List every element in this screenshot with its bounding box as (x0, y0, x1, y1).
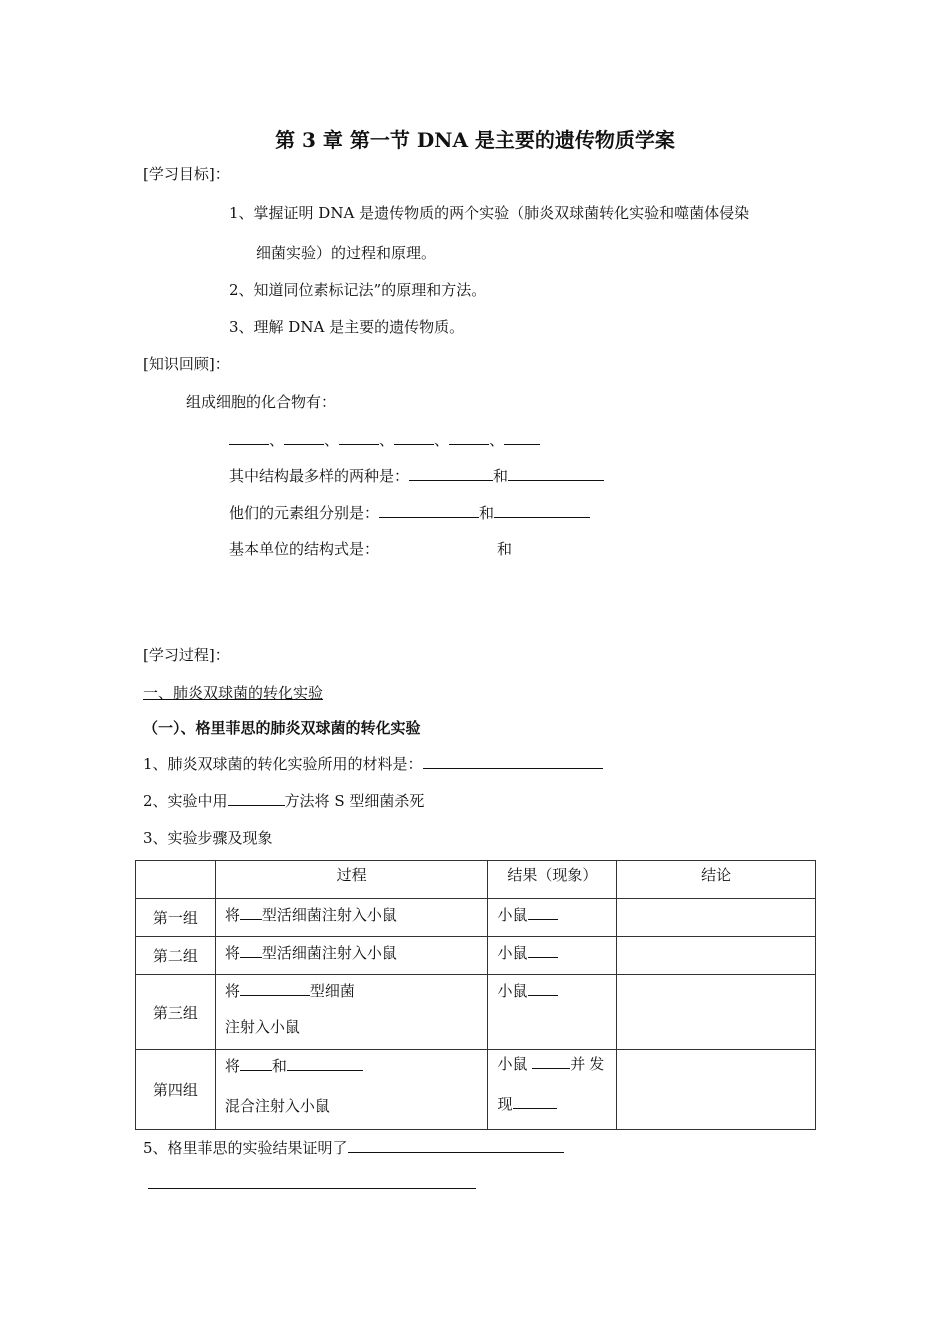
process-heading: [学习过程]： (143, 646, 230, 664)
table-header-empty (136, 861, 216, 899)
process-text: 和 (271, 1057, 287, 1075)
fill-blank[interactable] (504, 430, 540, 445)
section-heading: 一、肺炎双球菌的转化实验 (143, 684, 324, 702)
and-word: 和 (479, 504, 495, 522)
result-text: 小鼠 (497, 906, 528, 924)
review-heading: [知识回顾]： (143, 355, 230, 373)
table-row (136, 1050, 816, 1130)
fill-blank[interactable] (287, 1056, 363, 1071)
group-label: 第一组 (136, 899, 216, 937)
fill-blank[interactable] (348, 1138, 564, 1153)
and-word: 和 (493, 467, 509, 485)
question-1 (143, 753, 603, 774)
question-5 (143, 1137, 564, 1158)
fill-blank[interactable] (229, 430, 269, 445)
result-cell (488, 899, 617, 937)
question-3: 3、实验步骤及现象 (143, 829, 273, 847)
table-row (136, 975, 816, 1050)
group-label: 第二组 (136, 937, 216, 975)
question-5-text: 5、格里菲思的实验结果证明了 (143, 1139, 348, 1157)
fill-blank[interactable] (284, 430, 324, 445)
conclusion-cell[interactable] (617, 975, 816, 1050)
element-line (229, 502, 590, 523)
fill-blank[interactable] (394, 430, 434, 445)
fill-blank[interactable] (494, 503, 590, 518)
separator: 、 (324, 431, 340, 449)
table-row (136, 937, 816, 975)
experiment-table (135, 860, 816, 1130)
table-header-row (136, 861, 816, 899)
fill-blank[interactable] (528, 943, 558, 958)
fill-blank[interactable] (409, 466, 493, 481)
result-cell (488, 937, 617, 975)
separator: 、 (434, 431, 450, 449)
unit-label: 基本单位的结构式是： (229, 540, 380, 558)
group-label: 第三组 (136, 975, 216, 1050)
answer-line[interactable] (148, 1188, 476, 1189)
structure-label: 其中结构最多样的两种是： (229, 467, 410, 485)
compounds-blanks (229, 429, 540, 450)
table-row (136, 899, 816, 937)
process-text: 混合注射入小鼠 (224, 1097, 330, 1115)
process-text: 型活细菌注射入小鼠 (261, 906, 397, 924)
fill-blank[interactable] (339, 430, 379, 445)
process-text: 将 (224, 944, 240, 962)
result-text: 现 (497, 1095, 513, 1113)
fill-blank[interactable] (228, 791, 285, 806)
separator: 、 (489, 431, 505, 449)
fill-blank[interactable] (528, 981, 558, 996)
process-cell (215, 899, 488, 937)
fill-blank[interactable] (508, 466, 604, 481)
fill-blank[interactable] (449, 430, 489, 445)
objective-3: 3、理解 DNA 是主要的遗传物质。 (229, 318, 465, 336)
objective-1-line2: 细菌实验）的过程和原理。 (256, 244, 437, 262)
fill-blank[interactable] (379, 503, 479, 518)
structure-line (229, 465, 604, 486)
compounds-label: 组成细胞的化合物有： (186, 393, 337, 411)
page-title: 第 3 章 第一节 DNA 是主要的遗传物质学案 (275, 128, 675, 152)
question-2-suffix: 方法将 S 型细菌杀死 (284, 792, 425, 810)
conclusion-cell[interactable] (617, 1050, 816, 1130)
objectives-heading: [学习目标]： (143, 165, 230, 183)
process-text: 将 (224, 1057, 240, 1075)
process-text: 注射入小鼠 (224, 1018, 300, 1036)
fill-blank[interactable] (240, 1056, 272, 1071)
fill-blank[interactable] (532, 1054, 570, 1069)
process-text: 将 (224, 906, 240, 924)
table-header: 结果（现象） (488, 861, 617, 899)
subsection-heading: （一）、格里菲思的肺炎双球菌的转化实验 (143, 719, 421, 737)
process-cell (215, 1050, 488, 1130)
result-cell (488, 975, 617, 1050)
process-text: 型活细菌注射入小鼠 (261, 944, 397, 962)
fill-blank[interactable] (240, 943, 262, 958)
question-1-text: 1、肺炎双球菌的转化实验所用的材料是： (143, 755, 423, 773)
process-text: 型细菌 (309, 982, 355, 1000)
question-2-prefix: 2、实验中用 (143, 792, 228, 810)
question-2 (143, 790, 424, 811)
result-text: 并发 (570, 1055, 609, 1073)
process-cell (215, 975, 488, 1050)
result-text: 小鼠 (497, 982, 528, 1000)
fill-blank[interactable] (240, 905, 262, 920)
objective-2: 2、知道同位素标记法”的原理和方法。 (229, 281, 487, 299)
conclusion-cell[interactable] (617, 899, 816, 937)
result-cell (488, 1050, 617, 1130)
fill-blank[interactable] (513, 1094, 557, 1109)
fill-blank[interactable] (423, 754, 603, 769)
table-header: 过程 (215, 861, 488, 899)
process-text: 将 (224, 982, 240, 1000)
objective-1-line1: 1、掌握证明 DNA 是遗传物质的两个实验（肺炎双球菌转化实验和噬菌体侵染 (229, 204, 750, 222)
element-label: 他们的元素组分别是： (229, 504, 380, 522)
separator: 、 (269, 431, 285, 449)
and-word: 和 (497, 540, 513, 558)
result-text: 小鼠 (497, 944, 528, 962)
result-text: 小鼠 (497, 1055, 528, 1073)
table-header: 结论 (617, 861, 816, 899)
process-cell (215, 937, 488, 975)
separator: 、 (379, 431, 395, 449)
conclusion-cell[interactable] (617, 937, 816, 975)
group-label: 第四组 (136, 1050, 216, 1130)
fill-blank[interactable] (528, 905, 558, 920)
fill-blank[interactable] (240, 981, 310, 996)
